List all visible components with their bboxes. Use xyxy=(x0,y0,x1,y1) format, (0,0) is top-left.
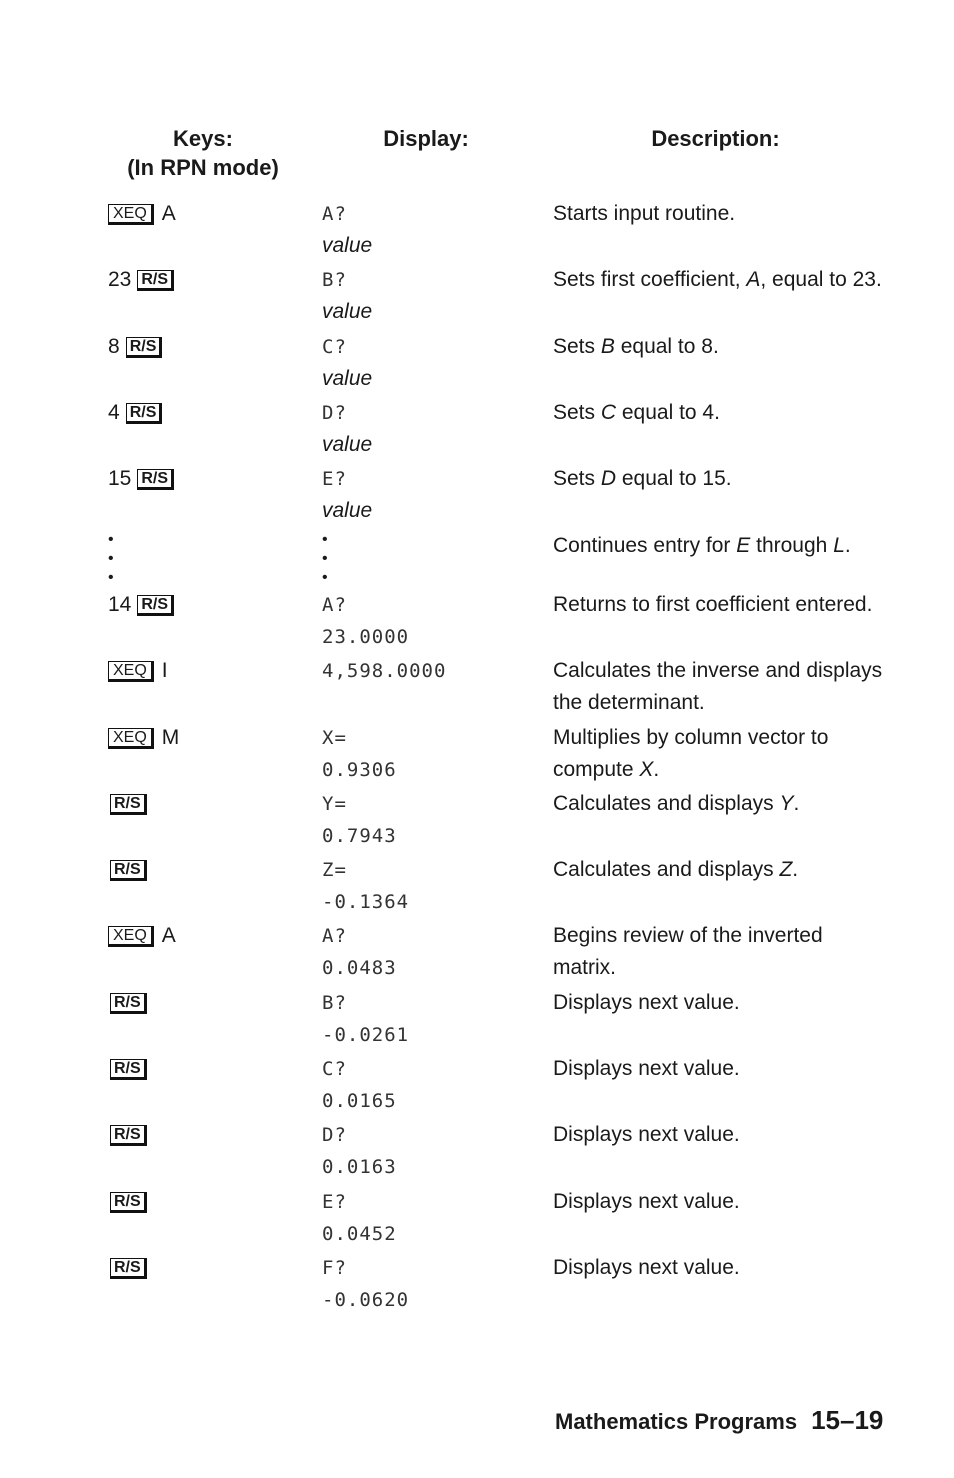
program-label: A xyxy=(161,924,176,947)
xeq-key: XEQ xyxy=(108,926,154,947)
description-cell: Displays next value. xyxy=(553,1256,740,1279)
lcd-readout: 4,598.0000 xyxy=(322,660,447,682)
lcd-readout: F? xyxy=(322,1257,347,1279)
description-cell: Sets B equal to 8. xyxy=(553,335,719,358)
display-cell xyxy=(322,854,542,918)
display-cell xyxy=(322,655,542,687)
run-stop-key: R/S xyxy=(110,1258,147,1279)
keys-cell xyxy=(108,1053,308,1085)
display-cell xyxy=(322,331,542,395)
description-cell: Sets first coefficient, A, equal to 23. xyxy=(553,268,882,291)
display-cell xyxy=(322,1186,542,1250)
footer-page-number: 15–19 xyxy=(811,1405,884,1435)
description-cell: Displays next value. xyxy=(553,1123,740,1146)
xeq-key: XEQ xyxy=(108,204,154,225)
keys-cell xyxy=(108,1119,308,1151)
program-label: I xyxy=(161,659,168,682)
description-cell: Displays next value. xyxy=(553,991,740,1014)
description-cell: Continues entry for E through L. xyxy=(553,534,851,557)
display-cell xyxy=(322,722,542,786)
display-cell xyxy=(322,1252,542,1316)
description-column-header: Description: xyxy=(651,126,780,151)
value-placeholder: value xyxy=(322,367,373,390)
keys-cell xyxy=(108,788,308,820)
keys-cell xyxy=(108,463,308,495)
value-placeholder: value xyxy=(322,499,373,522)
xeq-key: XEQ xyxy=(108,661,154,682)
value-placeholder: value xyxy=(322,234,373,257)
footer-section-title: Mathematics Programs xyxy=(555,1409,798,1434)
description-cell: Multiplies by column vector to compute X. xyxy=(553,726,829,781)
lcd-readout: Y= xyxy=(322,793,347,815)
page-footer xyxy=(555,1404,887,1438)
description-cell: Calculates and displays Y. xyxy=(553,792,800,815)
entered-number: 15 xyxy=(108,467,132,490)
description-cell: Displays next value. xyxy=(553,1190,740,1213)
run-stop-key: R/S xyxy=(137,595,174,616)
lcd-readout: A? xyxy=(322,925,347,947)
lcd-readout: D? xyxy=(322,1124,347,1146)
description-cell: Sets C equal to 4. xyxy=(553,401,720,424)
keys-cell xyxy=(108,987,308,1019)
run-stop-key: R/S xyxy=(110,1059,147,1080)
keys-cell xyxy=(108,1252,308,1284)
lcd-readout: X= xyxy=(322,727,347,749)
value-placeholder: value xyxy=(322,433,373,456)
run-stop-key: R/S xyxy=(137,469,174,490)
display-cell: • • • xyxy=(322,531,328,586)
xeq-key: XEQ xyxy=(108,728,154,749)
keys-cell xyxy=(108,264,308,296)
keys-cell xyxy=(108,655,308,687)
lcd-readout: 0.0483 xyxy=(322,957,397,979)
program-label: A xyxy=(161,202,176,225)
entered-number: 23 xyxy=(108,268,132,291)
description-cell: Calculates and displays Z. xyxy=(553,858,799,881)
lcd-readout: 0.0163 xyxy=(322,1156,397,1178)
display-cell xyxy=(322,198,542,262)
display-cell xyxy=(322,788,542,852)
lcd-readout: 0.9306 xyxy=(322,759,397,781)
keys-cell: • • • xyxy=(108,531,114,586)
display-column-header: Display: xyxy=(383,126,469,151)
display-cell xyxy=(322,397,542,461)
display-cell xyxy=(322,589,542,653)
lcd-readout: B? xyxy=(322,269,347,291)
keys-cell xyxy=(108,1186,308,1218)
keys-cell xyxy=(108,854,308,886)
display-cell xyxy=(322,987,542,1051)
lcd-readout: A? xyxy=(322,594,347,616)
keys-cell xyxy=(108,198,308,230)
lcd-readout: 23.0000 xyxy=(322,626,410,648)
keys-cell xyxy=(108,722,308,754)
run-stop-key: R/S xyxy=(126,403,163,424)
keys-cell xyxy=(108,920,308,952)
display-cell xyxy=(322,264,542,328)
lcd-readout: 0.0452 xyxy=(322,1223,397,1245)
run-stop-key: R/S xyxy=(110,860,147,881)
keys-header-mode: (In RPN mode) xyxy=(127,155,279,180)
lcd-readout: -0.1364 xyxy=(322,891,410,913)
display-cell xyxy=(322,463,542,527)
description-cell: Returns to first coefficient entered. xyxy=(553,593,873,616)
program-label: M xyxy=(161,726,180,749)
lcd-readout: -0.0620 xyxy=(322,1289,410,1311)
description-cell: Displays next value. xyxy=(553,1057,740,1080)
lcd-readout: D? xyxy=(322,402,347,424)
value-placeholder: value xyxy=(322,300,373,323)
description-cell: Starts input routine. xyxy=(553,202,736,225)
keys-cell xyxy=(108,397,308,429)
description-cell: Begins review of the inverted matrix. xyxy=(553,924,823,979)
lcd-readout: E? xyxy=(322,1191,347,1213)
lcd-readout: B? xyxy=(322,992,347,1014)
lcd-readout: -0.0261 xyxy=(322,1024,410,1046)
lcd-readout: 0.0165 xyxy=(322,1090,397,1112)
lcd-readout: E? xyxy=(322,468,347,490)
entered-number: 8 xyxy=(108,335,120,358)
keys-cell xyxy=(108,331,308,363)
keys-header-label: Keys: xyxy=(173,126,233,151)
lcd-readout: Z= xyxy=(322,859,347,881)
display-cell xyxy=(322,920,542,984)
keys-cell xyxy=(108,589,308,621)
display-cell xyxy=(322,1053,542,1117)
entered-number: 4 xyxy=(108,401,120,424)
run-stop-key: R/S xyxy=(110,1125,147,1146)
lcd-readout: C? xyxy=(322,1058,347,1080)
lcd-readout: C? xyxy=(322,336,347,358)
entered-number: 14 xyxy=(108,593,132,616)
run-stop-key: R/S xyxy=(110,1192,147,1213)
lcd-readout: 0.7943 xyxy=(322,825,397,847)
description-cell: Calculates the inverse and displays the determinant. xyxy=(553,659,883,714)
run-stop-key: R/S xyxy=(110,794,147,815)
keys-column-header xyxy=(108,124,298,182)
lcd-readout: A? xyxy=(322,203,347,225)
run-stop-key: R/S xyxy=(110,993,147,1014)
run-stop-key: R/S xyxy=(126,337,163,358)
display-cell xyxy=(322,1119,542,1183)
run-stop-key: R/S xyxy=(137,270,174,291)
description-cell: Sets D equal to 15. xyxy=(553,467,732,490)
